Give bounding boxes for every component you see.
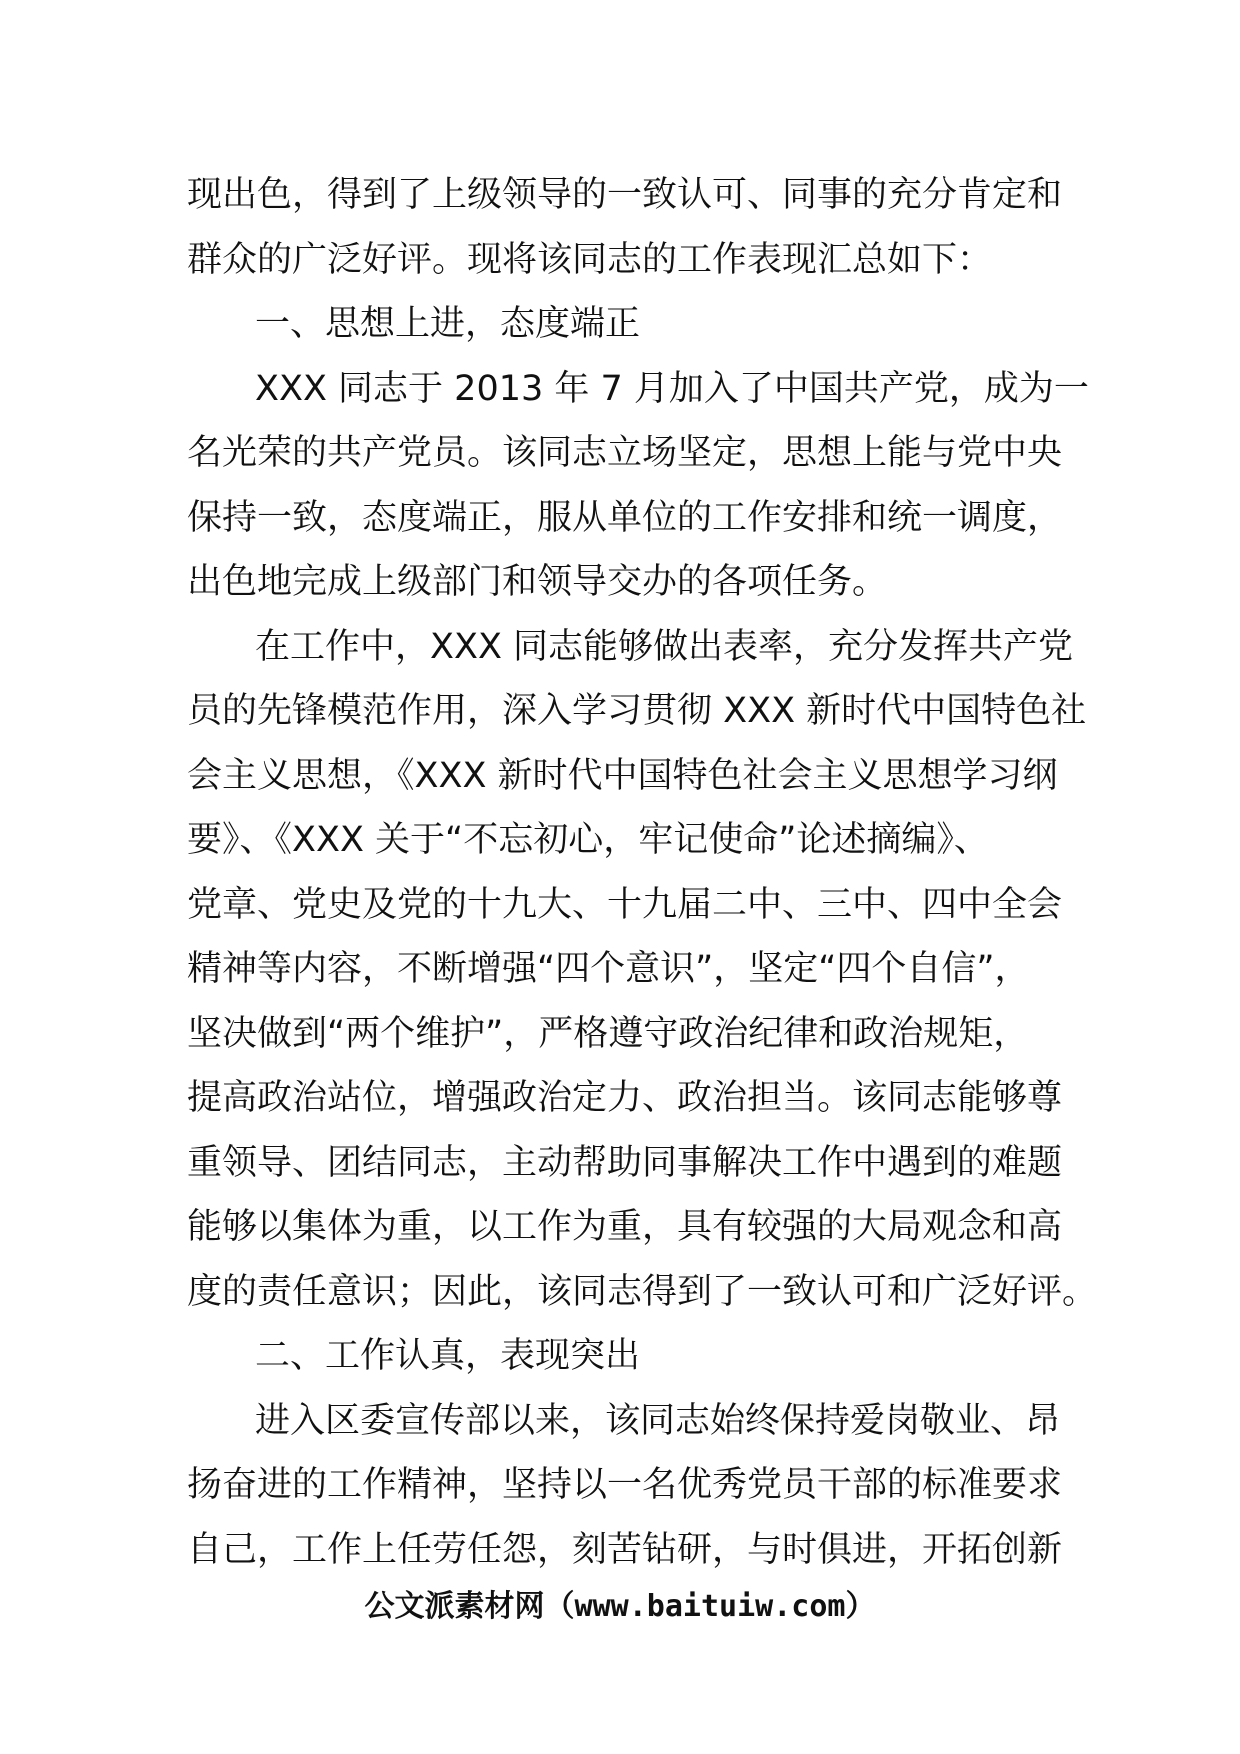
paragraph-line: 提高政治站位，增强政治定力、政治担当。该同志能够尊: [187, 1078, 1063, 1118]
footer-url: （www.baituiw.com）: [544, 1589, 876, 1624]
paragraph-line: 坚决做到“两个维护”，严格遵守政治纪律和政治规矩，: [187, 1013, 1029, 1054]
paragraph-line: 会主义思想，《XXX 新时代中国特色社会主义思想学习纲: [187, 755, 1058, 796]
paragraph-line: 现出色，得到了上级领导的一致认可、同事的充分肯定和: [187, 175, 1063, 215]
paragraph-line: 进入区委宣传部以来，该同志始终保持爱岗敬业、昂: [255, 1400, 1061, 1441]
paragraph-line: 度的责任意识；因此，该同志得到了一致认可和广泛好评。: [187, 1271, 1098, 1312]
paragraph-line: 重领导、团结同志，主动帮助同事解决工作中遇到的难题: [187, 1142, 1063, 1183]
paragraph-line: 名光荣的共产党员。该同志立场坚定，思想上能与党中央: [187, 433, 1063, 473]
paragraph-line: 在工作中，XXX 同志能够做出表率，充分发挥共产党: [255, 626, 1074, 667]
paragraph-line: XXX 同志于 2013 年 7 月加入了中国共产党，成为一: [255, 368, 1089, 409]
paragraph-line: 党章、党史及党的十九大、十九届二中、三中、四中全会: [187, 884, 1063, 925]
paragraph-line: 保持一致，态度端正，服从单位的工作安排和统一调度，: [187, 497, 1063, 538]
page-footer: [0, 1587, 1240, 1627]
paragraph-line: 扬奋进的工作精神，坚持以一名优秀党员干部的标准要求: [187, 1465, 1063, 1505]
paragraph-line: 精神等内容，不断增强“四个意识”，坚定“四个自信”，: [187, 949, 1030, 989]
paragraph-line: 自己，工作上任劳任怨，刻苦钻研，与时俱进，开拓创新: [187, 1529, 1063, 1570]
footer-site-name: 公文派素材网: [364, 1589, 545, 1624]
paragraph-line: 出色地完成上级部门和领导交办的各项任务。: [187, 562, 888, 602]
paragraph-line: 员的先锋模范作用，深入学习贯彻 XXX 新时代中国特色社: [187, 691, 1087, 731]
paragraph-line: 能够以集体为重，以工作为重，具有较强的大局观念和高: [187, 1207, 1063, 1247]
section-heading-1: 一、思想上进，态度端正: [255, 304, 641, 344]
section-heading-2: 二、工作认真，表现突出: [255, 1336, 641, 1376]
paragraph-line: 群众的广泛好评。现将该同志的工作表现汇总如下：: [187, 239, 993, 280]
document-body: [187, 163, 1098, 1582]
paragraph-line: 要》、《XXX 关于“不忘初心，牢记使命”论述摘编》、: [187, 820, 989, 860]
